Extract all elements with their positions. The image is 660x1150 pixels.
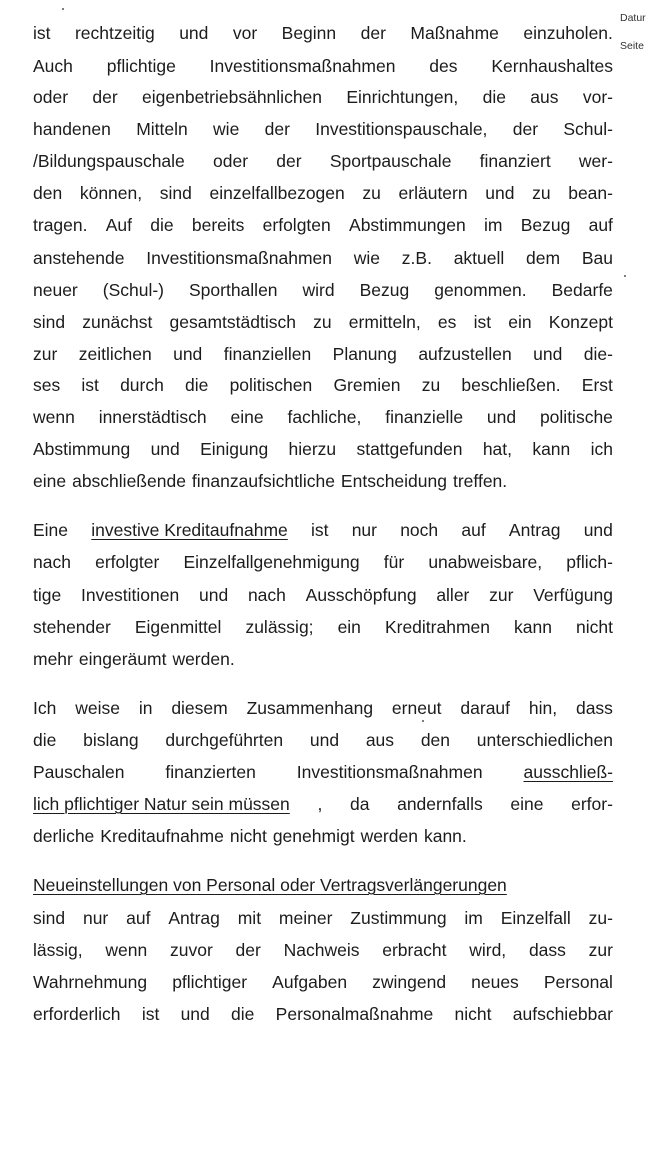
word: die (185, 375, 209, 395)
word: handenen (33, 119, 111, 139)
word: z.B. (401, 248, 432, 268)
text-line (33, 825, 613, 847)
word: eigenbetriebsähnlichen (142, 87, 323, 107)
text-line (33, 939, 613, 961)
word: ist (473, 312, 492, 332)
word: mehr (33, 649, 73, 669)
word: zu (532, 183, 551, 203)
underlined-phrase: ausschließ- (523, 762, 613, 782)
word: Zustimmung (350, 908, 447, 928)
word: anstehende (33, 248, 125, 268)
word: Einrichtungen, (346, 87, 459, 107)
word: aufzustellen (418, 344, 512, 364)
word: oder (33, 87, 69, 107)
word: einzuholen. (523, 23, 613, 43)
word: Bezug (359, 280, 410, 300)
word: kann (514, 617, 552, 637)
word: Abstimmungen (349, 215, 466, 235)
underlined-phrase: Neueinstellungen von Personal oder Vertragsverlängerungen (33, 875, 507, 895)
text-line (33, 761, 613, 783)
word: abschließende (72, 471, 186, 491)
word: Nachweis (283, 940, 360, 960)
word: aktuell (453, 248, 505, 268)
word: den (33, 183, 63, 203)
word: und (485, 183, 515, 203)
word: darauf (460, 698, 511, 718)
word: und (533, 344, 563, 364)
word: erläutern (398, 183, 468, 203)
word: bereits (191, 215, 245, 235)
word: zur (489, 585, 514, 605)
word: und (583, 520, 613, 540)
text-line (33, 874, 613, 896)
word: Erst (581, 375, 613, 395)
word: Bedarfe (551, 280, 613, 300)
word: und (198, 585, 229, 605)
text-line (33, 406, 613, 428)
word: genehmigt (272, 826, 355, 846)
date-margin-label: Datur (620, 12, 646, 24)
word: unterschiedlichen (476, 730, 613, 750)
word: Antrag (168, 908, 220, 928)
word: für (383, 552, 405, 572)
word: hierzu (288, 439, 337, 459)
word: Eine (33, 520, 69, 540)
word: eine (230, 407, 264, 427)
text-line (33, 86, 613, 108)
word: im (464, 908, 483, 928)
word: mit (237, 908, 262, 928)
word: und (179, 23, 209, 43)
text-line (33, 214, 613, 236)
word: derliche (33, 826, 95, 846)
word: meiner (278, 908, 333, 928)
word: Entscheidung (340, 471, 447, 491)
word: nach (33, 552, 71, 572)
word: Mitteln (136, 119, 188, 139)
text-line (33, 55, 613, 77)
word: und (486, 407, 517, 427)
word: diesem (171, 698, 228, 718)
word: Maßnahme (410, 23, 499, 43)
word: Gremien (333, 375, 401, 395)
word: weise (75, 698, 120, 718)
word: Kernhaushaltes (491, 56, 613, 76)
word: dass (528, 940, 566, 960)
word: genommen. (434, 280, 527, 300)
word: ist (81, 375, 99, 395)
word: hat, (482, 439, 513, 459)
word: zu (362, 183, 381, 203)
text-line (33, 519, 613, 541)
word: Einigung (200, 439, 269, 459)
word: neuer (33, 280, 78, 300)
word: ist (141, 1004, 160, 1024)
word: erneut (391, 698, 442, 718)
word: nicht (229, 826, 267, 846)
word: Ich (33, 698, 57, 718)
word: erbracht (382, 940, 447, 960)
text-line (33, 374, 613, 396)
word: aller (436, 585, 470, 605)
word: wie (213, 119, 240, 139)
word: noch (400, 520, 439, 540)
word: eine (510, 794, 544, 814)
word: einzelfallbezogen (209, 183, 345, 203)
word: Kreditrahmen (384, 617, 490, 637)
word: Konzept (548, 312, 613, 332)
text-line (33, 311, 613, 333)
word: unabweisbare, (428, 552, 543, 572)
word: wenn (33, 407, 75, 427)
word: auf (126, 908, 151, 928)
word: Planung (332, 344, 397, 364)
word: finanziellen (223, 344, 312, 364)
word: und (180, 1004, 210, 1024)
word: des (429, 56, 458, 76)
word: finanzierten (165, 762, 256, 782)
word: bislang (83, 730, 139, 750)
word: finanziert (479, 151, 551, 171)
word: und (309, 730, 340, 750)
word: Auch (33, 56, 73, 76)
word: ein (508, 312, 532, 332)
word: auf (461, 520, 486, 540)
word: politischen (229, 375, 313, 395)
word: können, (79, 183, 143, 203)
word: zwingend (372, 972, 447, 992)
word: stehender (33, 617, 111, 637)
underlined-phrase: investive Kreditaufnahme (91, 520, 288, 540)
word: treffen. (452, 471, 508, 491)
word: zur (33, 344, 58, 364)
word: zulässig; (245, 617, 314, 637)
word: /Bildungspauschale (33, 151, 185, 171)
word: finanzaufsichtliche (191, 471, 335, 491)
word: andernfalls (397, 794, 483, 814)
word: pflichtiger (172, 972, 248, 992)
word: tige (33, 585, 62, 605)
word: nur (82, 908, 109, 928)
word: durchgeführten (165, 730, 284, 750)
word: kann (532, 439, 571, 459)
word: und (173, 344, 203, 364)
word: dass (575, 698, 613, 718)
word: die (482, 87, 506, 107)
word: ses (33, 375, 61, 395)
word: Investitionsmaßnahmen (146, 248, 333, 268)
word: Sportpauschale (329, 151, 452, 171)
word: der (264, 119, 290, 139)
word: eingeräumt (78, 649, 167, 669)
word: den (420, 730, 451, 750)
word: fachliche, (287, 407, 362, 427)
word: oder (213, 151, 249, 171)
word: zeitlichen (78, 344, 152, 364)
word: neues (471, 972, 519, 992)
word: durch (120, 375, 164, 395)
word: Einzelfallgenehmigung (183, 552, 360, 572)
word: der (235, 940, 261, 960)
word: (Schul-) (102, 280, 165, 300)
word: sind (33, 908, 66, 928)
word: politische (539, 407, 613, 427)
word: die (150, 215, 174, 235)
word: Kreditaufnahme (100, 826, 224, 846)
word: nur (351, 520, 377, 540)
word: der (512, 119, 539, 139)
text-line (33, 729, 613, 751)
word: nicht (454, 1004, 492, 1024)
text-line (33, 971, 613, 993)
word: es (437, 312, 457, 332)
word: im (484, 215, 503, 235)
word: der (360, 23, 386, 43)
word: Bau (581, 248, 613, 268)
word: zur (588, 940, 613, 960)
word: der (92, 87, 118, 107)
word: Verfügung (533, 585, 613, 605)
word: sind (159, 183, 192, 203)
word: nicht (575, 617, 613, 637)
word: zu (421, 375, 441, 395)
word: gesamtstädtisch (169, 312, 296, 332)
word: aus (530, 87, 559, 107)
text-line (33, 343, 613, 365)
word: bean- (568, 183, 613, 203)
word: ist (310, 520, 329, 540)
word: wird (302, 280, 335, 300)
word: stattgefunden (356, 439, 463, 459)
word: zu- (588, 908, 613, 928)
word: Investitionen (80, 585, 180, 605)
text-line (33, 551, 613, 573)
word: Sporthallen (189, 280, 278, 300)
word: Eigenmittel (134, 617, 222, 637)
word: Wahrnehmung (33, 972, 148, 992)
word: der (276, 151, 302, 171)
word: eine (33, 471, 67, 491)
word: Investitionsmaßnahmen (296, 762, 483, 782)
word: lässig, (33, 940, 83, 960)
word: beschließen. (461, 375, 561, 395)
word: in (138, 698, 153, 718)
text-line (33, 118, 613, 140)
scan-speck (422, 720, 424, 722)
text-line (33, 22, 613, 44)
text-line (33, 438, 613, 460)
word: da (349, 794, 370, 814)
word: nach (247, 585, 286, 605)
word: pflich- (566, 552, 613, 572)
word: sind (33, 312, 66, 332)
word: erforderlich (33, 1004, 121, 1024)
text-line (33, 793, 613, 815)
word: innerstädtisch (98, 407, 207, 427)
word: Aufgaben (272, 972, 348, 992)
word: zuvor (169, 940, 213, 960)
word: wenn (105, 940, 148, 960)
word: die (33, 730, 57, 750)
word: Schul- (563, 119, 613, 139)
word: ermitteln, (348, 312, 421, 332)
text-line (33, 616, 613, 638)
word: Beginn (281, 23, 337, 43)
word: die (231, 1004, 255, 1024)
text-line (33, 648, 613, 670)
word: die- (583, 344, 613, 364)
word: wird, (469, 940, 507, 960)
word: kann. (423, 826, 467, 846)
word: zunächst (82, 312, 153, 332)
word: aus (365, 730, 395, 750)
word: wie (353, 248, 381, 268)
scan-speck (624, 275, 626, 277)
word: vor- (582, 87, 613, 107)
word: Personal (543, 972, 613, 992)
word: rechtzeitig (74, 23, 155, 43)
page-margin-label: Seite (620, 40, 644, 52)
text-line (33, 247, 613, 269)
word: aufschiebbar (512, 1004, 613, 1024)
word: Pauschalen (33, 762, 125, 782)
word: Antrag (508, 520, 561, 540)
word: Auf (105, 215, 133, 235)
text-line (33, 470, 613, 492)
word: , (317, 794, 323, 814)
word: Investitionsmaßnahmen (209, 56, 396, 76)
word: wer- (578, 151, 613, 171)
word: Ausschöpfung (305, 585, 417, 605)
word: erfolgten (262, 215, 331, 235)
word: Zusammenhang (246, 698, 374, 718)
word: werden (360, 826, 418, 846)
underlined-phrase: lich pflichtiger Natur sein müssen (33, 794, 290, 814)
word: Bezug (520, 215, 571, 235)
word: ein (337, 617, 361, 637)
scan-speck (62, 8, 64, 10)
text-line (33, 279, 613, 301)
text-line (33, 907, 613, 929)
text-line (33, 182, 613, 204)
word: finanzielle (385, 407, 464, 427)
word: auf (588, 215, 613, 235)
text-line (33, 584, 613, 606)
text-line (33, 150, 613, 172)
text-line (33, 1003, 613, 1025)
text-line (33, 697, 613, 719)
word: ich (590, 439, 613, 459)
word: tragen. (33, 215, 88, 235)
word: werden. (172, 649, 235, 669)
word: ist (33, 23, 51, 43)
word: vor (232, 23, 258, 43)
word: Abstimmung (33, 439, 131, 459)
word: pflichtige (106, 56, 176, 76)
word: Personalmaßnahme (275, 1004, 434, 1024)
word: Investitionspauschale, (315, 119, 488, 139)
word: Einzelfall (500, 908, 571, 928)
word: zu (313, 312, 332, 332)
word: und (150, 439, 180, 459)
word: erfolgter (95, 552, 160, 572)
word: dem (526, 248, 561, 268)
word: erfor- (571, 794, 613, 814)
word: hin, (528, 698, 558, 718)
